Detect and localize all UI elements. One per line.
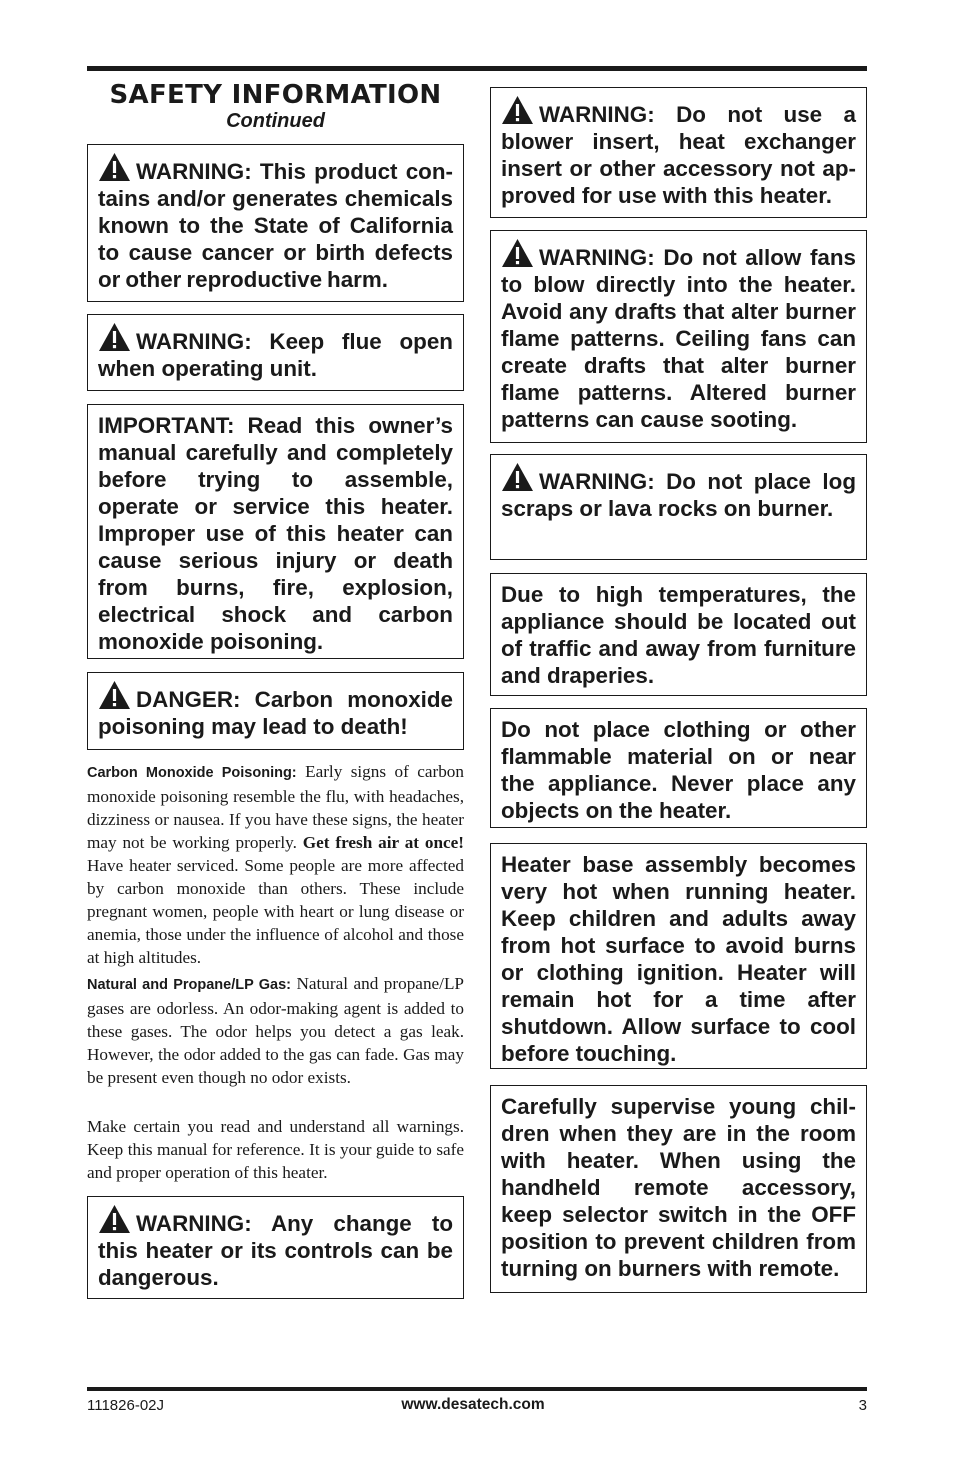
read-manual-paragraph bbox=[87, 1115, 464, 1184]
notice-text: Do not place clothing or other flammable material on or near the appliance. Never place any objects on the heater. bbox=[501, 717, 856, 823]
doc-number: 111826-02J bbox=[87, 1397, 165, 1414]
warning-text: WARNING: Any change to this heater or its controls can be dangerous. bbox=[98, 1211, 453, 1290]
paragraph-text: Have heater serviced. Some people are more affected by carbon monoxide than others. These include pregnant women, people with heart or lung disease or anemia, those under the influence of alcohol and those at high altitudes. bbox=[87, 856, 464, 967]
natural-gas-paragraph bbox=[87, 972, 464, 1089]
danger-box bbox=[87, 672, 464, 750]
paragraph-heading: Natural and Propane/LP Gas: bbox=[87, 977, 291, 993]
warning-triangle-icon bbox=[98, 680, 131, 710]
important-text: IMPORTANT: Read this owner’s manual carefully and completely before trying to assemble, operate or service this heater. Improper use of this heater can cause serious injury or death from burns, fire, explosion, electrical shock and carbon monoxide poisoning. bbox=[98, 413, 453, 654]
warning-text: WARNING: Do not place log scraps or lava rocks on burner. bbox=[501, 469, 856, 521]
warning-triangle-icon bbox=[98, 152, 131, 182]
warning-text: WARNING: Keep flue open when operating unit. bbox=[98, 329, 453, 381]
notice-box-clothing bbox=[490, 708, 867, 828]
bottom-rule bbox=[87, 1387, 867, 1391]
notice-text: Due to high temperatures, the appliance should be located out of traffic and away from furniture and draperies. bbox=[501, 582, 856, 688]
warning-triangle-icon bbox=[98, 1204, 131, 1234]
notice-text: Carefully supervise young children when they are in the room with heater. When using the handheld remote accessory, keep selector switch in the OFF position to prevent children from turning on burners with remote. bbox=[501, 1094, 856, 1281]
paragraph-text: Natural and propane/LP gases are odorless. An odor-making agent is added to these gases. The odor helps you detect a gas leak. However, the odor added to the gas can fade. Gas may be present even though no odor exists. bbox=[87, 974, 464, 1087]
warning-text: WARNING: Do not use a blower insert, heat exchanger insert or other accessory not approved for use with this heater. bbox=[501, 102, 856, 208]
warning-box-log-scraps bbox=[490, 454, 867, 560]
important-box bbox=[87, 404, 464, 659]
website-text: www.desatech.com bbox=[401, 1396, 545, 1413]
warning-triangle-icon bbox=[501, 95, 534, 125]
carbon-monoxide-paragraph bbox=[87, 760, 464, 969]
warning-triangle-icon bbox=[98, 322, 131, 352]
warning-box-flue bbox=[87, 314, 464, 391]
paragraph-text: Make certain you read and understand all warnings. Keep this manual for reference. It is your guide to safe and proper operation of this heater. bbox=[87, 1117, 464, 1182]
warning-box-changes bbox=[87, 1196, 464, 1299]
page-title: SAFETY INFORMATION bbox=[109, 80, 442, 110]
warning-box-blower bbox=[490, 87, 867, 218]
notice-box-location bbox=[490, 573, 867, 696]
warning-box-fans bbox=[490, 230, 867, 443]
page-subtitle: Continued bbox=[226, 110, 325, 132]
warning-text: WARNING: This product contains and/or generates chemicals known to the State of California to cause cancer or birth defects or other reproductive harm. bbox=[98, 159, 453, 292]
notice-box-supervise-children bbox=[490, 1085, 867, 1293]
paragraph-heading: Carbon Monoxide Poisoning: bbox=[87, 765, 297, 781]
warning-triangle-icon bbox=[501, 462, 534, 492]
warning-triangle-icon bbox=[501, 238, 534, 268]
paragraph-emphasis: Get fresh air at once! bbox=[302, 833, 465, 852]
notice-text: Heater base assembly becomes very hot when running heater. Keep children and adults away from hot surface to avoid burns or clothing ignition. Heater will remain hot for a time after shutdown. Allow surface to cool before touching. bbox=[501, 852, 856, 1066]
section-header bbox=[87, 80, 464, 132]
warning-text: WARNING: Do not allow fans to blow directly into the heater. Avoid any drafts that alter burner flame patterns. Ceiling fans can create drafts that alter burner flame patterns. Altered burner patterns can cause sooting. bbox=[501, 245, 856, 432]
danger-text: DANGER: Carbon monoxide poisoning may lead to death! bbox=[98, 687, 453, 739]
website-link[interactable] bbox=[0, 1396, 954, 1414]
top-rule bbox=[87, 66, 867, 71]
notice-box-hot-surface bbox=[490, 843, 867, 1069]
paragraph-text: Early signs of carbon monoxide poisoning resemble the flu, with headaches, dizziness or nausea. If you have these signs, the heater may not be working properly. bbox=[87, 762, 464, 852]
warning-box-chemicals bbox=[87, 144, 464, 302]
page-number: 3 bbox=[858, 1397, 867, 1414]
